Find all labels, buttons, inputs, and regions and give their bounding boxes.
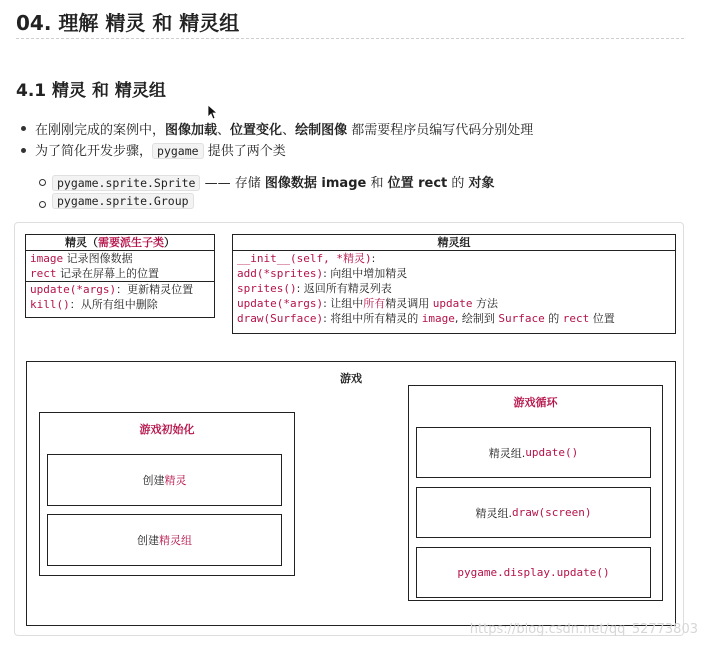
game-init-box [39,412,295,576]
section-title [16,76,166,101]
text: 方法 [472,297,499,310]
section-number: 4.1 [16,81,47,101]
group-box-title: 精灵组 [233,235,675,251]
game-init-label: 游戏初始化 [139,423,195,436]
text: 和 [366,176,388,191]
mouse-cursor-icon [207,104,217,120]
bullet-dot-icon [21,148,26,153]
text: 精灵组. [475,506,512,520]
text: ：从所有组中删除 [69,298,158,311]
sprite-box-title [26,235,214,251]
text: 、 [282,123,296,138]
text: : [371,252,376,265]
text: 在刚刚完成的案例中， [35,123,166,138]
list-item [35,119,533,138]
list-item [52,194,194,209]
group-update-step [416,427,651,478]
text: —— 存储 [200,176,265,191]
code-text: update() [525,446,579,459]
text: 创建 [142,474,165,487]
group-method-row [233,266,675,281]
game-loop-box [408,385,663,601]
group-method-row [233,281,675,296]
diagram-panel [14,222,684,636]
watermark: https://blog.csdn.net/qq_52773803 [469,622,698,637]
text: 的 [447,176,469,191]
sprite-class-box [25,234,215,318]
bold-text: 位置 rect [387,176,448,191]
text: 、 [217,123,231,138]
text: : 返回所有精灵列表 [296,282,392,295]
highlight-text: 精灵 [164,474,187,487]
group-draw-step [416,487,651,538]
display-update-step [416,547,651,598]
sprite-method-row [26,282,214,297]
inline-code: pygame.sprite.Sprite [52,175,200,191]
code-text: pygame.display.update() [457,566,610,579]
code-text: image [30,252,64,265]
text: 精灵 [65,236,87,249]
text: 精灵组. [488,446,526,460]
text: 记录在屏幕上的位置 [56,267,159,280]
code-text: draw(screen) [512,506,592,519]
bold-text: 对象 [468,176,495,191]
text: 记录图像数据 [63,252,133,265]
game-label: 游戏 [340,372,362,385]
text: , 绘制到 [454,312,499,325]
heading-text: 理解 精灵 和 精灵组 [58,11,240,35]
page-title [16,7,239,36]
code-text: update(*args) [30,283,117,296]
code-text: sprites() [237,282,297,295]
group-class-box [232,234,676,334]
heading-number: 04. [16,11,52,35]
code-text: rect [30,267,57,280]
text: 都需要程序员编写代码分别处理 [347,123,534,138]
heading-divider [16,38,684,39]
list-item [52,172,495,191]
text: 的 [544,312,563,325]
code-text: kill() [30,298,70,311]
code-text: Surface [498,312,545,325]
text: 提供了两个类 [203,144,286,159]
code-text: __init__(self, *精灵) [237,252,372,265]
bullet-circle-icon [39,179,46,186]
text: 精灵调用 [385,297,433,310]
code-text: draw(Surface) [237,312,324,325]
list-item [35,140,286,159]
code-text: update [432,297,473,310]
title-note: 需要派生子类 [98,236,164,249]
text: ） [164,236,175,249]
bullet-dot-icon [21,126,26,131]
text: 为了简化开发步骤， [35,144,153,159]
highlight-text: 精灵组 [159,534,192,547]
group-method-row [233,296,675,311]
bullet-circle-icon [39,201,46,208]
code-text: update(*args) [237,297,324,310]
code-text: image [421,312,455,325]
code-text: rect [562,312,590,325]
bold-text: 图像加载 [165,123,218,138]
bold-text: 位置变化 [230,123,283,138]
sprite-attr-row [26,266,214,281]
text: （ [87,236,98,249]
game-loop-label: 游戏循环 [513,396,558,409]
group-method-row [233,311,675,326]
game-box [26,361,676,626]
text: 创建 [137,534,159,547]
text: : 让组中 [323,297,364,310]
inline-code: pygame.sprite.Group [52,193,194,209]
sprite-attr-row [26,251,214,266]
text: ：更新精灵位置 [116,283,194,296]
create-sprite-step [47,454,282,506]
section-text: 精灵 和 精灵组 [52,81,166,101]
create-group-step [47,514,282,566]
bold-text: 图像数据 image [264,176,367,191]
inline-code: pygame [152,143,204,159]
sprite-method-row [26,297,214,312]
text: : 将组中所有精灵的 [323,312,422,325]
highlight-text: 所有 [363,297,386,310]
text: 位置 [589,312,615,325]
bold-text: 绘制图像 [295,123,348,138]
text: : 向组中增加精灵 [323,267,408,280]
code-text: add(*sprites) [237,267,324,280]
group-method-row [233,251,675,266]
